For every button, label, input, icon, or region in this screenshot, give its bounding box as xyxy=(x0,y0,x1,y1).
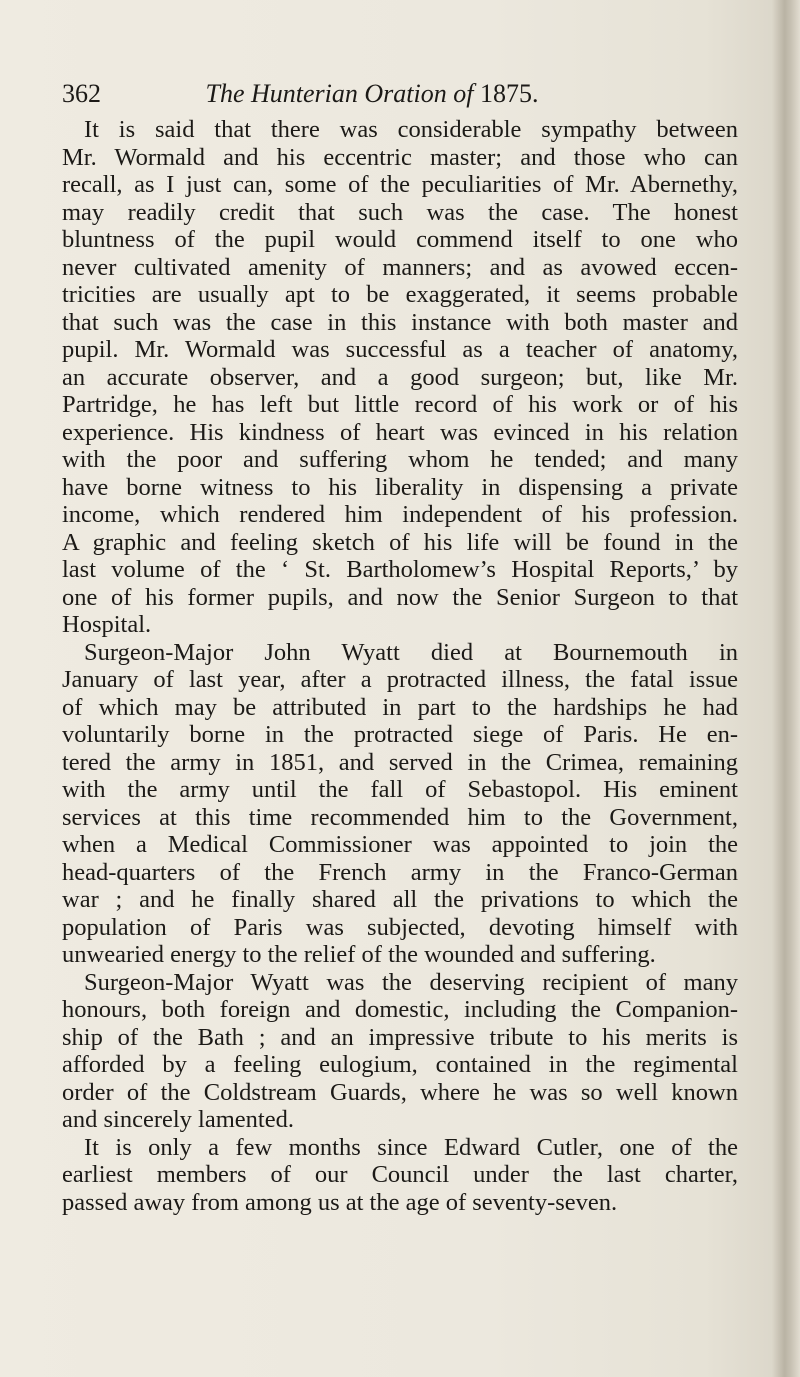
text-line: A graphic and feeling sketch of his life will be found in the xyxy=(62,528,738,556)
running-title xyxy=(62,76,682,112)
text-line: Surgeon-Major Wyatt was the deserving recipient of many xyxy=(84,968,738,996)
text-line: tricities are usually apt to be exaggerated, it seems probable xyxy=(62,281,738,308)
text-line: order of the Coldstream Guards, where he was so well known xyxy=(62,1078,738,1106)
page-number: 362 xyxy=(62,79,101,108)
text-line: Mr. Wormald and his eccentric master; and those who can xyxy=(62,143,738,171)
text-line: last volume of the ‘ St. Bartholomew’s Hospital Reports,’ by xyxy=(62,556,738,583)
paragraph xyxy=(62,639,738,969)
text-line: never cultivated amenity of manners; and as avowed eccen- xyxy=(62,253,738,281)
running-header xyxy=(62,76,682,112)
text-line: Hospital. xyxy=(62,611,152,638)
running-title-of: of xyxy=(453,79,474,108)
body-text xyxy=(62,116,738,1216)
text-line: It is said that there was considerable sympathy between xyxy=(84,116,738,143)
text-line: ship of the Bath ; and an impressive tribute to his merits is xyxy=(62,1023,738,1051)
text-line: and sincerely lamented. xyxy=(62,1106,294,1133)
text-line: January of last year, after a protracted illness, the fatal issue xyxy=(62,666,738,693)
running-title-main: The Hunterian Oration xyxy=(205,79,447,108)
text-line: afforded by a feeling eulogium, contained in the regimental xyxy=(62,1051,738,1078)
text-line: one of his former pupils, and now the Senior Surgeon to that xyxy=(62,583,738,611)
text-line: earliest members of our Council under the last charter, xyxy=(62,1161,738,1188)
text-line: population of Paris was subjected, devoting himself with xyxy=(62,913,738,941)
text-line: services at this time recommended him to the Government, xyxy=(62,803,738,831)
text-line: pupil. Mr. Wormald was successful as a teacher of anatomy, xyxy=(62,336,738,363)
text-line: Partridge, he has left but little record of his work or of his xyxy=(62,391,738,418)
text-line: that such was the case in this instance with both master and xyxy=(62,308,738,336)
text-line: have borne witness to his liberality in dispensing a private xyxy=(62,473,738,501)
running-title-year: 1875. xyxy=(479,79,539,108)
text-line: experience. His kindness of heart was evinced in his relation xyxy=(62,418,738,446)
text-line: Surgeon-Major John Wyatt died at Bournemouth in xyxy=(84,638,738,666)
paragraph xyxy=(62,116,738,639)
text-line: unwearied energy to the relief of the wounded and suffering. xyxy=(62,941,656,968)
text-line: head-quarters of the French army in the Franco-German xyxy=(62,858,738,886)
text-line: income, which rendered him independent of his profession. xyxy=(62,501,738,528)
text-line: war ; and he finally shared all the privations to which the xyxy=(62,886,738,913)
text-line: It is only a few months since Edward Cutler, one of the xyxy=(84,1133,738,1161)
text-line: voluntarily borne in the protracted siege of Paris. He en- xyxy=(62,721,738,748)
text-line: when a Medical Commissioner was appointed to join the xyxy=(62,831,738,858)
text-line: recall, as I just can, some of the peculiarities of Mr. Abernethy, xyxy=(62,171,738,198)
text-line: an accurate observer, and a good surgeon; but, like Mr. xyxy=(62,363,738,391)
paragraph xyxy=(62,1134,738,1217)
text-line: may readily credit that such was the case. The honest xyxy=(62,198,738,226)
text-line: with the army until the fall of Sebastopol. His eminent xyxy=(62,776,738,803)
text-line: with the poor and suffering whom he tended; and many xyxy=(62,446,738,473)
text-line: of which may be attributed in part to the hardships he had xyxy=(62,693,738,721)
text-line: passed away from among us at the age of seventy-seven. xyxy=(62,1188,618,1216)
text-line: honours, both foreign and domestic, including the Companion- xyxy=(62,996,738,1023)
page-edge-shadow xyxy=(772,0,800,1377)
text-line: tered the army in 1851, and served in the Crimea, remaining xyxy=(62,748,738,776)
text-line: bluntness of the pupil would commend itself to one who xyxy=(62,226,738,253)
paragraph xyxy=(62,969,738,1134)
